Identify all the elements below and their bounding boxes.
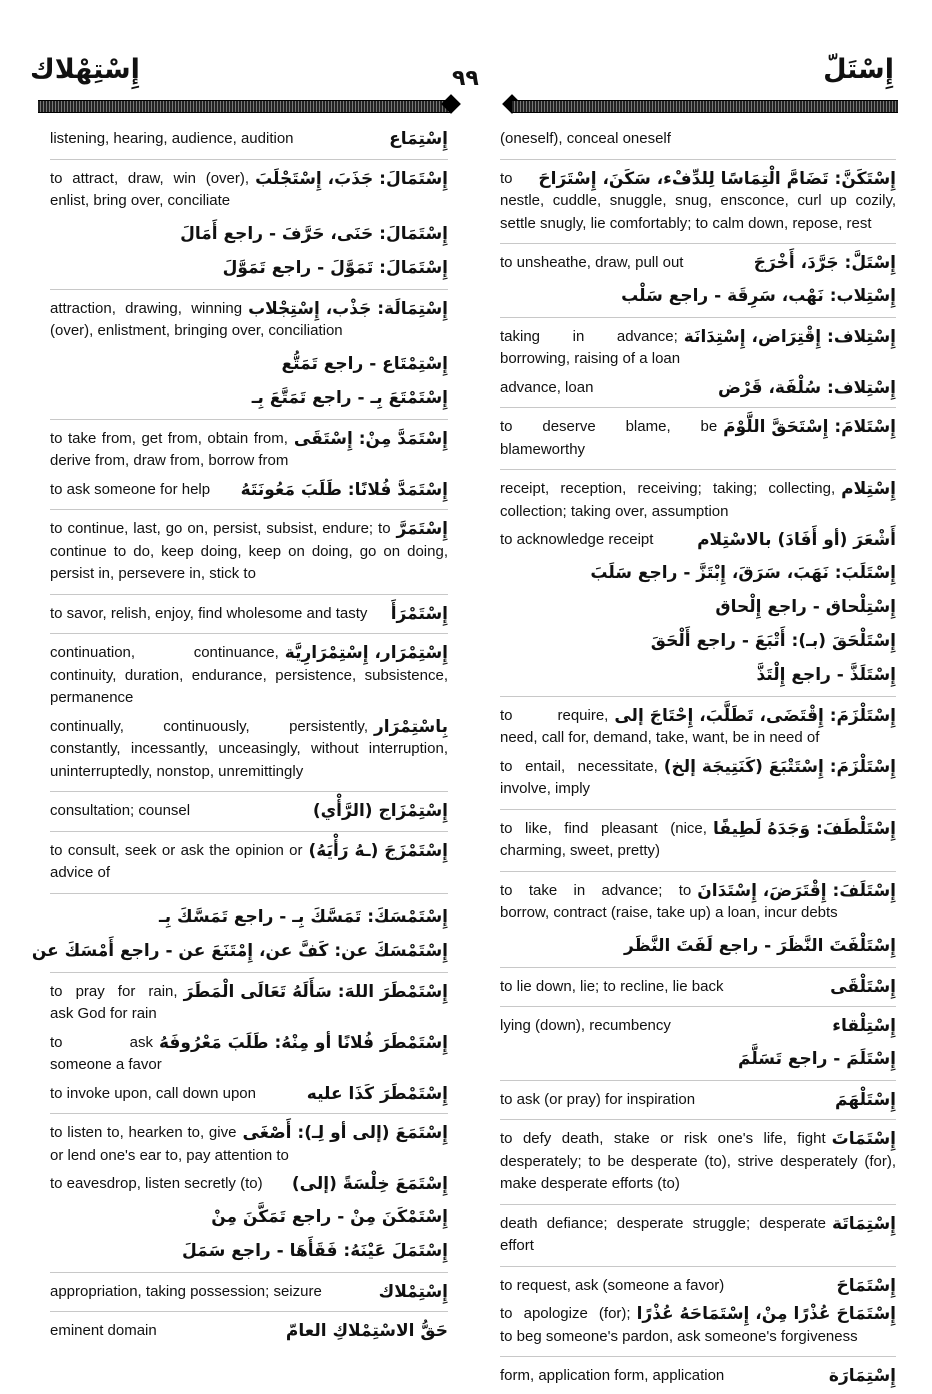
page-number: ٩٩ [452, 66, 479, 91]
dictionary-entry [500, 705, 896, 750]
dictionary-entry [50, 298, 448, 343]
dictionary-entry [500, 529, 896, 552]
arabic-headword: إِسْتَمَالَ: تَمَوَّلَ - راجع تَمَوَّلَ [222, 257, 448, 278]
english-definition: to listen to, hearken to, give or lend one's ear to, pay attention to [50, 1124, 289, 1164]
dictionary-entry [50, 1202, 448, 1230]
dictionary-entry [500, 756, 896, 810]
english-definition: to entail, necessitate, involve, imply [500, 757, 658, 797]
english-definition: to request, ask (someone a favor) [500, 1276, 725, 1294]
dictionary-entry [500, 1213, 896, 1267]
english-definition: to pray for rain, ask God for rain [50, 982, 178, 1022]
dictionary-entry [500, 592, 896, 620]
arabic-headword: إِسْتِمْزَاج (الرَّأْي) [312, 801, 448, 821]
dictionary-entry [50, 800, 448, 832]
english-definition: appropriation, taking possession; seizure [50, 1282, 322, 1300]
english-definition: attraction, drawing, winning (over), enlistment, bringing over, conciliation [50, 299, 343, 339]
arabic-headword: إِسْتَمْكَنَ مِنْ - راجع تَمَكَّنَ مِنْ [211, 1206, 448, 1227]
english-definition: to nestle, cuddle, snuggle, snug, ensconce, curl up cozily, settle snugly, lie comfortably; to calm down, repose, rest [500, 169, 896, 232]
arabic-headword: إِسْتِلاف: إِقْتِرَاض، إِسْتِدَانَة [683, 326, 896, 347]
dictionary-entry [500, 326, 896, 371]
arabic-headword: إِسْتِلاف: سُلْفَة، قَرْض [717, 377, 896, 398]
arabic-headword: إِسْتَلْزَمَ: إِسْتَتْبَعَ (كَنَتِيجَة إلخ) [663, 756, 896, 777]
arabic-headword: إِسْتَمْطَرَ اللهَ: سَأَلَهُ تَعَالَى الْمَطَرَ [183, 981, 448, 1002]
dictionary-entry [50, 1122, 448, 1167]
english-definition: to attract, draw, win (over), enlist, bring over, conciliate [50, 169, 250, 209]
dictionary-entry [500, 976, 896, 1008]
english-definition: listening, hearing, audience, audition [50, 130, 294, 147]
arabic-headword: إِسْتِمَالَة: جَذْب، إِسْتِجْلاب [248, 298, 448, 319]
dictionary-entry [50, 1236, 448, 1273]
dictionary-entry [500, 1089, 896, 1121]
dictionary-entry [500, 818, 896, 872]
dictionary-entry [500, 1044, 896, 1081]
dictionary-entry [500, 1275, 896, 1298]
english-definition: taking in advance; borrowing, raising of a loan [500, 327, 681, 367]
arabic-headword: إِسْتَلَمَ - راجع تَسَلَّمَ [738, 1048, 896, 1069]
header-rule-right [512, 100, 898, 113]
arabic-headword: إِسْتِلام [841, 479, 896, 499]
arabic-headword: إِسْتَلْطَفَ: وَجَدَهُ لَطِيفًا [712, 818, 896, 839]
left-guide-word: إِسْتِهْلاك [30, 54, 140, 85]
dictionary-entry [50, 168, 448, 213]
dictionary-entry [50, 902, 448, 930]
left-column [31, 128, 448, 1349]
dictionary-entry [50, 253, 448, 290]
english-definition: lying (down), recumbency [500, 1017, 671, 1034]
arabic-headword: إِسْتِمْرَار، إِسْتِمْرَارِيَّة [284, 643, 448, 663]
arabic-headword: إِسْتَلَبَ: نَهَبَ، سَرَقَ، إِبْتَزَّ - راجع سَلَبَ [590, 562, 896, 583]
dictionary-entry [50, 1083, 448, 1115]
arabic-headword: إِسْتَمَلَ عَيْنَهُ: فَقَأَهَا - راجع سَمَلَ [182, 1240, 448, 1261]
arabic-headword: إِسْتَلْزَمَ: إِقْتَضَى، تَطَلَّبَ، إِحْتَاجَ إلى [614, 705, 896, 726]
dictionary-entry [500, 626, 896, 654]
english-definition: continuation, continuance, continuity, duration, endurance, persistence, subsistence, permanence [50, 644, 448, 706]
dictionary-entry [500, 1128, 896, 1205]
english-definition: continually, continuously, persistently, constantly, incessantly, unceasingly, without interruption, uninterruptedly, nonstop, unremittingly [50, 717, 448, 780]
dictionary-entry [500, 931, 896, 968]
dictionary-entry [50, 1032, 448, 1077]
dictionary-entry [50, 479, 448, 511]
dictionary-entry [500, 416, 896, 470]
english-definition: to acknowledge receipt [500, 531, 654, 548]
arabic-headword: إِسْتَلَذَّ - راجع إِلْتَذَّ [756, 664, 896, 685]
arabic-headword: إِسْتَمَاحَ [836, 1275, 896, 1296]
english-definition: receipt, reception, receiving; taking; collecting, collection; taking over, assumption [500, 480, 836, 520]
english-definition: (oneself), conceal oneself [500, 130, 671, 147]
dictionary-entry [50, 428, 448, 473]
dictionary-entry [50, 840, 448, 894]
dictionary-entry [500, 1303, 896, 1357]
dictionary-entry [50, 716, 448, 793]
arabic-headword: إِسْتَلْفَتَ النَّظَرَ - راجع لَفَتَ النَّظَر [624, 935, 896, 956]
arabic-headword: إِسْتَمْزَجَ (ـهُ رَأْيَهُ) [308, 840, 448, 861]
arabic-headword: إِسْتَمَعَ (إلى أو لِـ): أَصْغَى [242, 1123, 448, 1143]
arabic-headword: حَقُّ الاسْتِمْلاكِ العامّ [285, 1321, 448, 1341]
arabic-headword: إِسْتَمْتَعَ بِـ - راجع تَمَتَّعَ بِـ [251, 387, 448, 408]
english-definition: advance, loan [500, 378, 594, 396]
english-definition: eminent domain [50, 1322, 157, 1339]
dictionary-entry [500, 478, 896, 523]
english-definition: to like, find pleasant (nice, charming, sweet, pretty) [500, 819, 707, 859]
dictionary-entry [500, 252, 896, 275]
english-definition: to ask someone a favor [50, 1033, 162, 1073]
arabic-headword: إِسْتَمَعَ خِلْسَةً (إلى) [291, 1174, 448, 1194]
page-header [0, 0, 932, 100]
dictionary-entry [50, 349, 448, 377]
english-definition: to invoke upon, call down upon [50, 1084, 256, 1102]
dictionary-entry [31, 936, 448, 973]
arabic-headword: بِاسْتِمْرَار [373, 716, 448, 737]
arabic-headword: إِسْتِمَاع [389, 129, 448, 149]
arabic-headword: إِسْتَمْرَأَ [390, 603, 448, 624]
arabic-headword: إِسْتِمْتَاع - راجع تَمَتُّع [281, 353, 448, 374]
arabic-headword: إِسْتَلْهَمَ [835, 1089, 896, 1110]
arabic-headword: إِسْتَمَالَ: حَنَى، حَرَّفَ - راجع أَمَالَ [180, 223, 448, 244]
arabic-headword: إِسْتَلَفَ: إِقْتَرَضَ، إِسْتَدَانَ [697, 880, 896, 901]
right-column [500, 128, 896, 1394]
dictionary-entry [500, 1015, 896, 1038]
dictionary-entry [50, 518, 448, 595]
arabic-headword: إِسْتَكَنَّ: تَضَامَّ الْتِمَاسًا لِلدِّفْء، سَكَنَ، إِسْتَرَاحَ [538, 168, 896, 189]
english-definition: death defiance; desperate struggle; desperate effort [500, 1214, 827, 1254]
arabic-headword: إِسْتَمَدَّ فُلانًا: طَلَبَ مَعُونَتَهُ [240, 479, 448, 500]
arabic-headword: إِسْتَمَاحَ عُذْرًا مِنْ، إِسْتَمَاحَهُ عُذْرًا [636, 1304, 896, 1324]
dictionary-entry [500, 377, 896, 409]
right-guide-word: إِسْتَلّ [823, 54, 894, 85]
dictionary-entry [50, 219, 448, 247]
dictionary-entry [50, 642, 448, 710]
arabic-headword: إِسْتَمَرَّ [396, 519, 448, 539]
english-definition: to ask (or pray) for inspiration [500, 1090, 696, 1108]
arabic-headword: إِسْتَمْسَكَ عن: كَفَّ عن، إِمْتَنَعَ عن - راجع أَمْسَكَ عن [31, 940, 448, 961]
arabic-headword: إِسْتِمَارَة [828, 1366, 896, 1386]
dictionary-entry [50, 981, 448, 1026]
dictionary-entry [500, 558, 896, 586]
arabic-headword: أَشْعَرَ (أو أَفَادَ) بالاسْتِلام [697, 530, 896, 550]
english-definition: to defy death, stake or risk one's life, fight desperately; to be desperate (to), strive desperately (for), make desperate efforts (to) [500, 1130, 896, 1192]
arabic-headword: إِسْتَلَّ: جَرَّدَ، أَخْرَجَ [753, 253, 896, 273]
dictionary-entry [500, 660, 896, 697]
arabic-headword: إِسْتَمْطَرَ فُلانًا أو مِنْهُ: طَلَبَ مَعْرُوفَهُ [158, 1032, 448, 1053]
dictionary-entry [500, 168, 896, 245]
arabic-headword: إِسْتَمَالَ: جَذَبَ، إِسْتَجْلَبَ [255, 168, 448, 189]
english-definition: to take from, get from, obtain from, derive from, draw from, borrow from [50, 429, 289, 469]
english-definition: to take in advance; to borrow, contract (raise, take up) a loan, incur debts [500, 881, 838, 921]
arabic-headword: إِسْتَلامَ: إِسْتَحَقَّ اللَّوْمَ [723, 417, 896, 437]
english-definition: to ask someone for help [50, 480, 211, 498]
english-definition: to continue, last, go on, persist, subsist, endure; to continue to do, keep doing, keep on doing, go on doing, persist in, persevere in, stick to [50, 520, 448, 582]
english-definition: to apologize (for); to beg someone's pardon, ask someone's forgiveness [500, 1305, 858, 1345]
dictionary-entry [500, 281, 896, 318]
english-definition: to savor, relish, enjoy, find wholesome and tasty [50, 604, 368, 622]
dictionary-entry [50, 1281, 448, 1313]
arabic-headword: إِسْتِمَاتَة [832, 1213, 896, 1234]
english-definition: to unsheathe, draw, pull out [500, 254, 684, 271]
arabic-headword: إِسْتَمْسَكَ: تَمَسَّكَ بِـ - راجع تَمَسَّكَ بِـ [158, 906, 448, 927]
arabic-headword: إِسْتِلْقاء [832, 1016, 896, 1036]
english-definition: consultation; counsel [50, 802, 191, 819]
dictionary-entry [50, 128, 448, 160]
dictionary-entry [500, 128, 896, 160]
english-definition: to eavesdrop, listen secretly (to) [50, 1175, 263, 1192]
arabic-headword: إِسْتِلْحاق - راجع إِلْحاق [715, 596, 896, 617]
english-definition: form, application form, application [500, 1367, 725, 1384]
arabic-headword: إِسْتَمَدَّ مِنْ: إِسْتَقَى [293, 428, 448, 449]
english-definition: to deserve blame, be blameworthy [500, 418, 718, 458]
dictionary-entry [500, 1365, 896, 1388]
arabic-headword: إِسْتَمَاتَ [831, 1129, 896, 1149]
arabic-headword: إِسْتَلْحَقَ (بـ): أَتْبَعَ - راجع أَلْحَقَ [650, 630, 896, 651]
header-rule-left [38, 100, 450, 113]
arabic-headword: إِسْتِلاب: نَهْب، سَرِقَة - راجع سَلْب [621, 285, 896, 306]
english-definition: to require, need, call for, demand, take, want, be in need of [500, 706, 820, 746]
english-definition: to consult, seek or ask the opinion or advice of [50, 841, 303, 881]
dictionary-entry [50, 603, 448, 635]
arabic-headword: إِسْتِمْلاك [378, 1281, 448, 1302]
dictionary-entry [50, 383, 448, 420]
dictionary-entry [50, 1320, 448, 1343]
dictionary-entry [500, 880, 896, 925]
dictionary-entry [50, 1173, 448, 1196]
english-definition: to lie down, lie; to recline, lie back [500, 977, 724, 995]
arabic-headword: إِسْتَمْطَرَ كَذَا عليه [306, 1083, 448, 1104]
arabic-headword: إِسْتَلْقَى [830, 976, 896, 997]
